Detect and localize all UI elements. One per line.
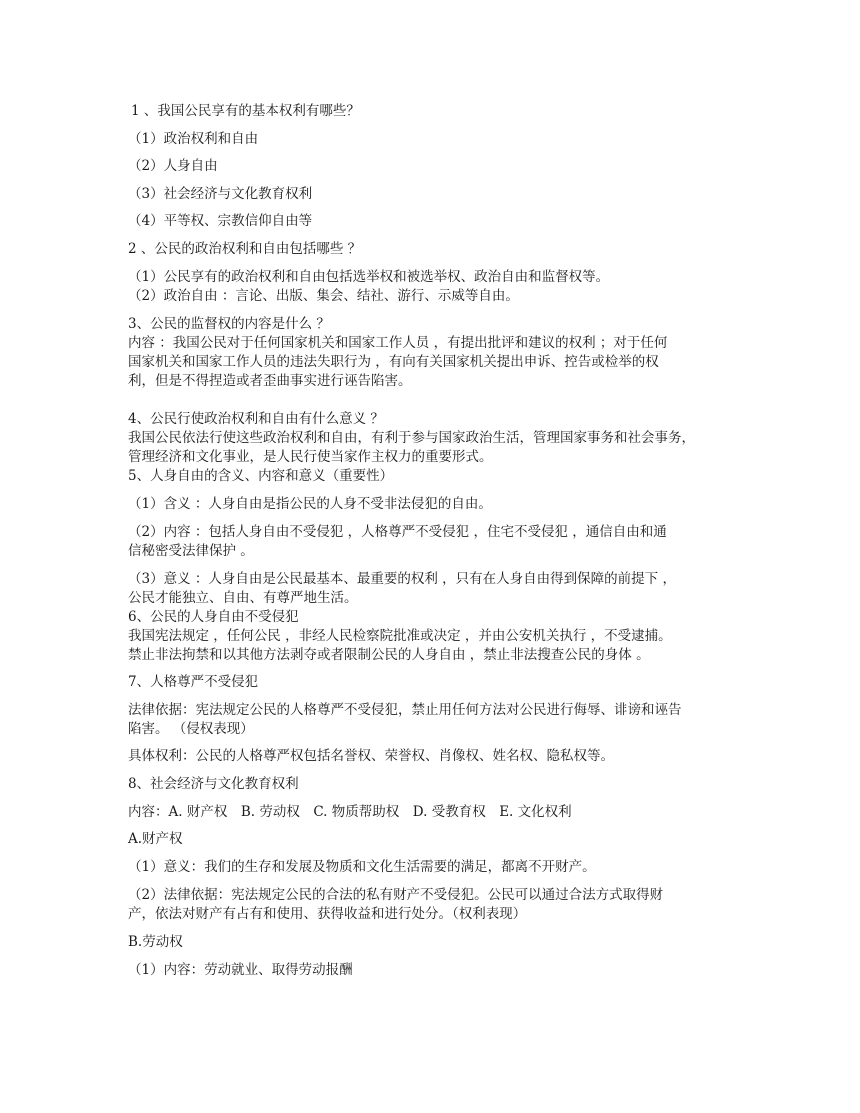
paragraph-line: 禁止非法拘禁和以其他方法剥夺或者限制公民的人身自由 ，禁止非法搜查公民的身体 。	[128, 647, 650, 663]
question-3-heading: 3、公民的监督权的内容是什么 ？	[128, 316, 330, 332]
question-6-heading: 6、公民的人身自由不受侵犯	[128, 609, 299, 625]
content-list: 内容：A. 财产权 B. 劳动权 C. 物质帮助权 D. 受教育权 E. 文化权利	[128, 804, 572, 820]
answer-line: （2）内容 ：包括人身自由不受侵犯 ，人格尊严不受侵犯 ，住宅不受侵犯 ，通信自由和通	[128, 524, 667, 540]
question-1-heading: 1 、我国公民享有的基本权利有哪些？	[131, 103, 360, 119]
answer-line: （3）社会经济与文化教育权利	[128, 186, 313, 202]
question-4-heading: 4、公民行使政治权利和自由有什么意义 ？	[128, 411, 384, 427]
paragraph-line: 我国公民依法行使这些政治权利和自由，有利于参与国家政治生活，管理国家事务和社会事务，	[128, 430, 695, 446]
answer-line: （2）人身自由	[128, 158, 218, 174]
subsection-heading: A.财产权	[128, 831, 183, 847]
paragraph-line: 具体权利：公民的人格尊严权包括名誉权、荣誉权、肖像权、姓名权、隐私权等。	[128, 748, 614, 764]
subsection-heading: B.劳动权	[128, 934, 183, 950]
answer-line: （1）内容：劳动就业、取得劳动报酬	[128, 962, 353, 978]
answer-line: （1）含义 ：人身自由是指公民的人身不受非法侵犯的自由。	[128, 496, 492, 512]
answer-line: （4）平等权、宗教信仰自由等	[128, 213, 313, 229]
answer-line: （2）法律依据：宪法规定公民的合法的私有财产不受侵犯。公民可以通过合法方式取得财	[128, 887, 664, 903]
answer-line: （1）意义：我们的生存和发展及物质和文化生活需要的满足，都离不开财产。	[128, 859, 596, 875]
question-5-heading: 5、人身自由的含义、内容和意义（重要性）	[128, 468, 394, 484]
answer-line: （1）公民享有的政治权利和自由包括选举权和被选举权、政治自由和监督权等。	[128, 269, 610, 285]
answer-line: 信秘密受法律保护 。	[128, 543, 254, 559]
paragraph-line: 法律依据：宪法规定公民的人格尊严不受侵犯，禁止用任何方法对公民进行侮辱、诽谤和诬告	[128, 702, 682, 718]
paragraph-line: 我国宪法规定 ，任何公民 ，非经人民检察院批准或决定 ，并由公安机关执行 ，不受逮捕。	[128, 628, 672, 644]
paragraph-line: 利，但是不得捏造或者歪曲事实进行诬告陷害。	[128, 373, 412, 389]
paragraph-line: 内容 ：我国公民对于任何国家机关和国家工作人员 ，有提出批评和建议的权利 ；对于任何	[128, 335, 668, 351]
paragraph-line: 管理经济和文化事业，是人民行使当家作主权力的重要形式。	[128, 449, 493, 465]
answer-line: 产，依法对财产有占有和使用、获得收益和进行处分。（权利表现）	[128, 906, 527, 922]
paragraph-line: 国家机关和国家工作人员的违法失职行为 ，有向有关国家机关提出申诉、控告或检举的权	[128, 354, 659, 370]
question-7-heading: 7、人格尊严不受侵犯	[128, 674, 259, 690]
answer-line: （1）政治权利和自由	[128, 131, 259, 147]
question-8-heading: 8、社会经济与文化教育权利	[128, 776, 299, 792]
answer-line: （2）政治自由 ：言论、出版、集会、结社、游行、示威等自由。	[128, 288, 519, 304]
answer-line: （3）意义 ：人身自由是公民最基本、最重要的权利 ，只有在人身自由得到保障的前提下 ，	[128, 571, 676, 587]
answer-line: 公民才能独立、自由、有尊严地生活。	[128, 590, 358, 606]
question-2-heading: 2 、公民的政治权利和自由包括哪些 ？	[128, 241, 362, 257]
paragraph-line: 陷害。 （侵权表现）	[128, 721, 254, 737]
